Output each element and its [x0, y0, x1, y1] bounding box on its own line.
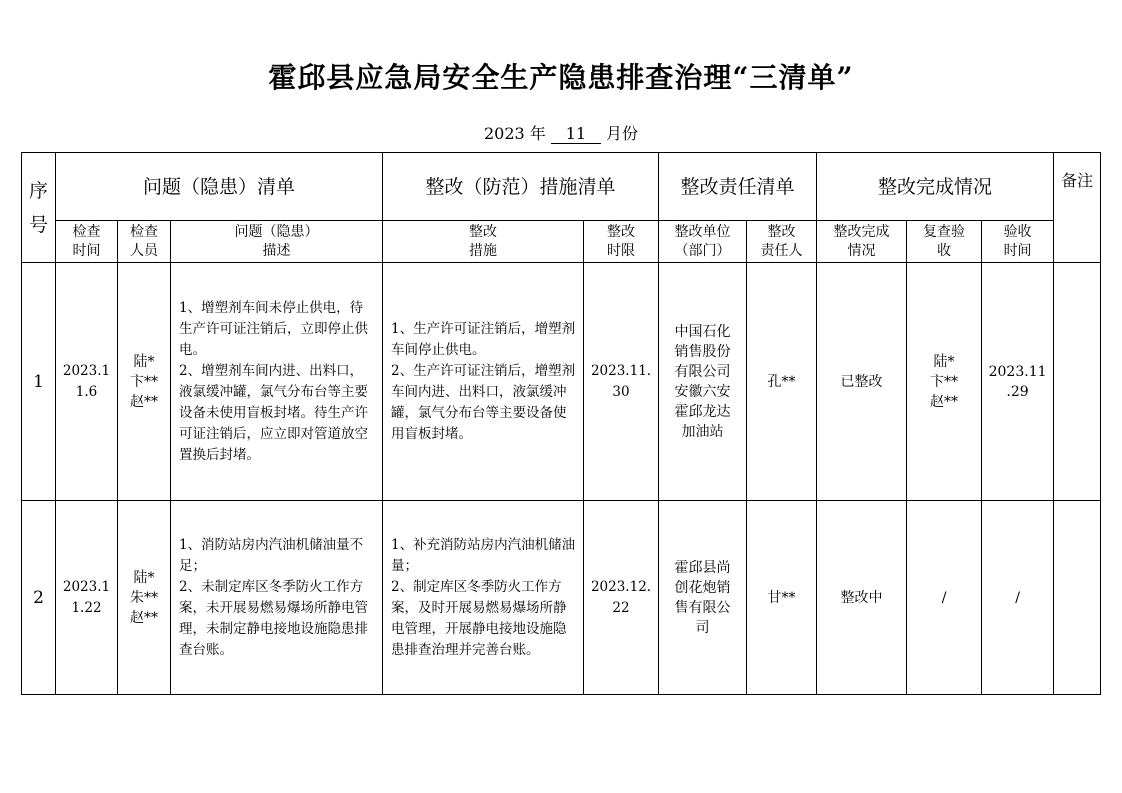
- note-header: 备注: [1054, 153, 1101, 263]
- seq-cell: 1: [22, 263, 56, 501]
- measures-cell: 1、补充消防站房内汽油机储油量； 2、制定库区冬季防火工作方案，及时开展易燃易爆场所静电管理，开展静电接地设施隐患排查治理并完善台账。: [383, 501, 584, 695]
- measures-group-header: 整改（防范）措施清单: [383, 153, 659, 221]
- month-suffix: 月份: [605, 124, 638, 143]
- unit-cell: 霍邱县尚 创花炮销 售有限公 司: [659, 501, 747, 695]
- status-cell: 已整改: [817, 263, 907, 501]
- problem-desc-header: 问题（隐患） 描述: [171, 221, 383, 263]
- reviewer-cell: /: [907, 501, 982, 695]
- month-year-prefix: 2023 年: [483, 124, 546, 143]
- completion-group-header: 整改完成情况: [817, 153, 1054, 221]
- problem-cell: 1、消防站房内汽油机储油量不足； 2、未制定库区冬季防火工作方案，未开展易燃易爆场所静电管理，未制定静电接地设施隐患排查台账。: [171, 501, 383, 695]
- accept-time-cell: 2023.11 .29: [982, 263, 1054, 501]
- inspector-cell: 陆* 卞** 赵**: [118, 263, 171, 501]
- check-time-cell: 2023.1 1.6: [56, 263, 118, 501]
- accept-time-header: 验收 时间: [982, 221, 1054, 263]
- status-cell: 整改中: [817, 501, 907, 695]
- problem-cell: 1、增塑剂车间未停止供电，待生产许可证注销后，立即停止供电。 2、增塑剂车间内进、出料口，液氯缓冲罐，氯气分布台等主要设备未使用盲板封堵。待生产许可证注销后，应立即对管道放空置换后封堵。: [171, 263, 383, 501]
- header-row-groups: [22, 153, 1101, 221]
- responsible-cell: 甘**: [747, 501, 817, 695]
- deadline-cell: 2023.11. 30: [584, 263, 659, 501]
- inspector-header: 检查 人员: [118, 221, 171, 263]
- reviewer-cell: 陆* 卞** 赵**: [907, 263, 982, 501]
- table-row: [22, 263, 1101, 501]
- check-time-header: 检查 时间: [56, 221, 118, 263]
- deadline-cell: 2023.12. 22: [584, 501, 659, 695]
- check-time-cell: 2023.1 1.22: [56, 501, 118, 695]
- note-cell: [1054, 263, 1101, 501]
- problem-group-header: 问题（隐患）清单: [56, 153, 383, 221]
- note-cell: [1054, 501, 1101, 695]
- unit-header: 整改单位 （部门）: [659, 221, 747, 263]
- measures-cell: 1、生产许可证注销后，增塑剂车间停止供电。 2、生产许可证注销后，增塑剂车间内进、出料口，液氯缓冲罐，氯气分布台等主要设备使用盲板封堵。: [383, 263, 584, 501]
- responsible-cell: 孔**: [747, 263, 817, 501]
- seq-cell: 2: [22, 501, 56, 695]
- deadline-header: 整改 时限: [584, 221, 659, 263]
- report-month: [0, 121, 1122, 144]
- hazard-table: [21, 152, 1101, 695]
- measures-header: 整改 措施: [383, 221, 584, 263]
- table-row: [22, 501, 1101, 695]
- unit-cell: 中国石化 销售股份 有限公司 安徽六安 霍邱龙达 加油站: [659, 263, 747, 501]
- status-header: 整改完成 情况: [817, 221, 907, 263]
- reviewer-header: 复查验 收: [907, 221, 982, 263]
- responsibility-group-header: 整改责任清单: [659, 153, 817, 221]
- document-title: 霍邱县应急局安全生产隐患排查治理“三清单”: [268, 61, 854, 94]
- month-value: 11: [551, 124, 601, 144]
- inspector-cell: 陆* 朱** 赵**: [118, 501, 171, 695]
- header-row-sub: [22, 221, 1101, 263]
- responsible-header: 整改 责任人: [747, 221, 817, 263]
- seq-header: 序 号: [22, 153, 56, 263]
- accept-time-cell: /: [982, 501, 1054, 695]
